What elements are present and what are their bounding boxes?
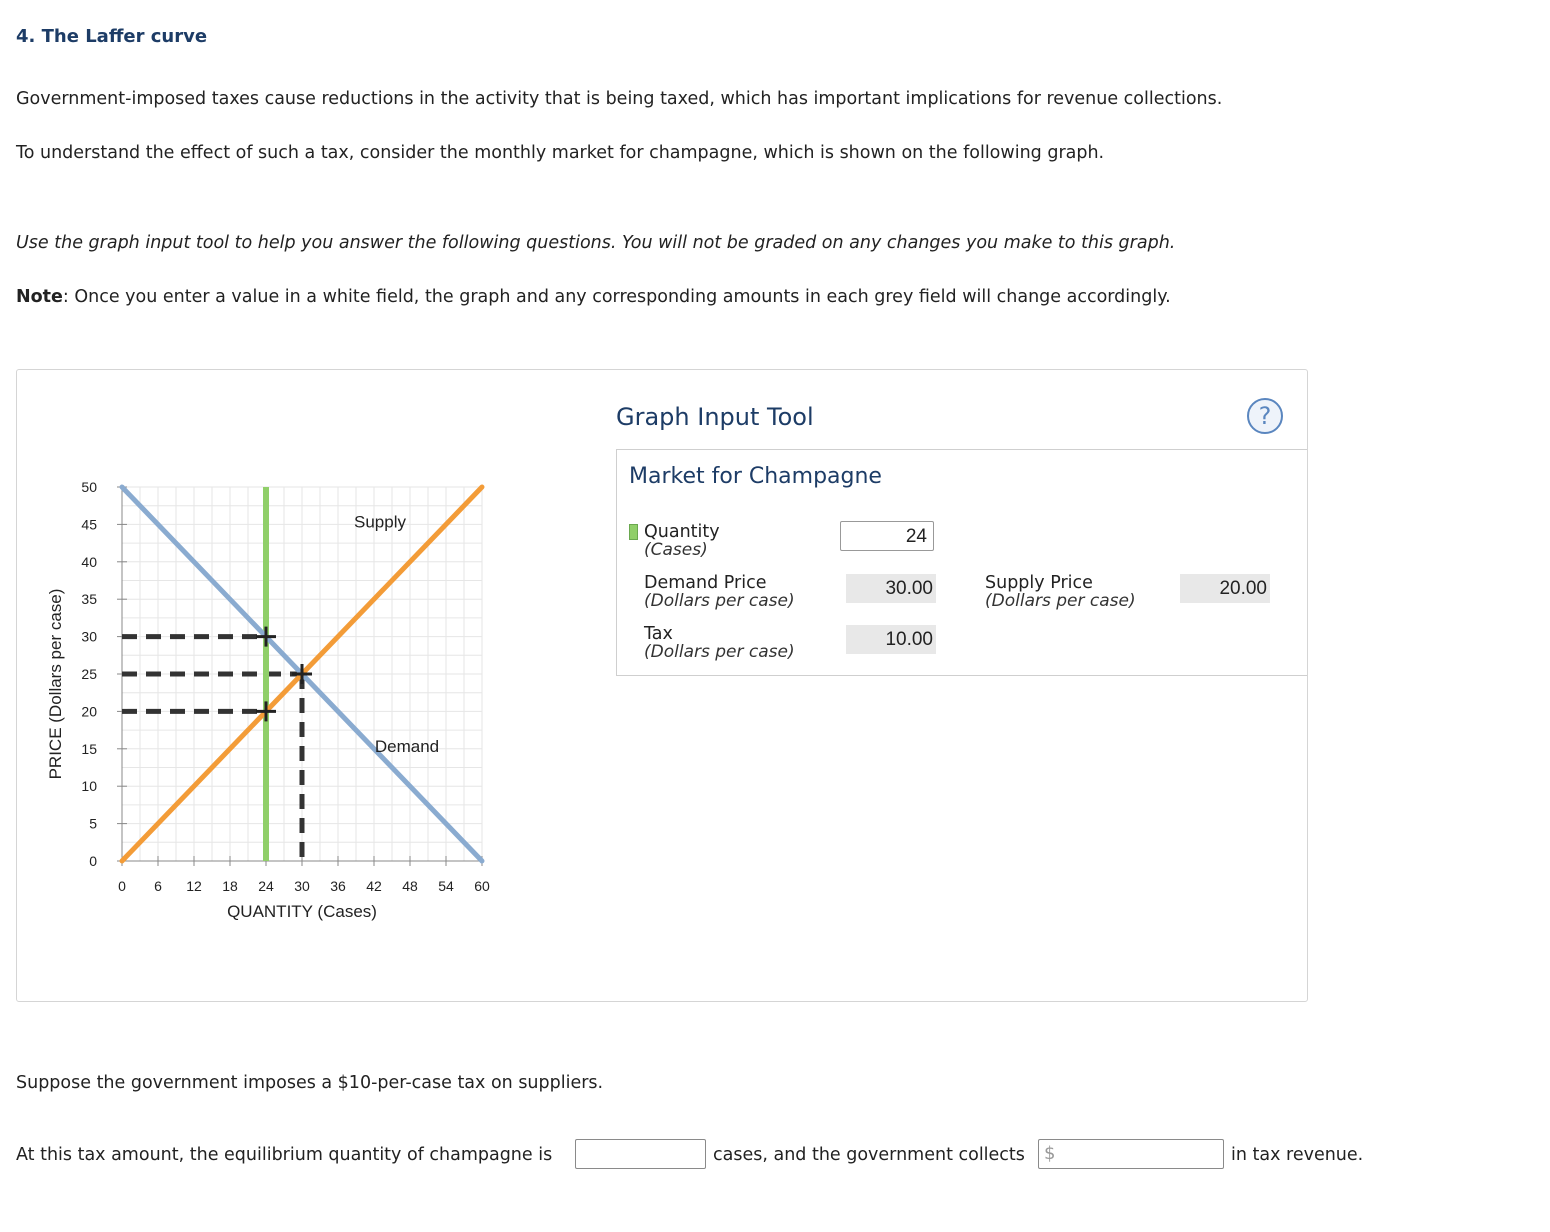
tax-unit: (Dollars per case) <box>644 642 795 662</box>
answer-sentence-part2: cases, and the government collects <box>713 1145 1025 1165</box>
x-tick-label: 30 <box>294 878 310 894</box>
y-tick-label: 25 <box>81 666 97 682</box>
x-tick-label: 60 <box>474 878 490 894</box>
x-tick-label: 48 <box>402 878 418 894</box>
y-tick-label: 45 <box>81 516 97 533</box>
supply-price-label: Supply Price <box>985 573 1093 593</box>
market-chart[interactable] <box>36 470 516 940</box>
supply-label: Supply <box>354 512 406 532</box>
demand-price-value: 30.00 <box>846 574 936 603</box>
equilibrium-quantity-input[interactable] <box>575 1139 706 1169</box>
y-tick-label: 35 <box>81 591 97 608</box>
y-tick-label: 20 <box>81 703 97 720</box>
y-tick-label: 15 <box>81 740 97 757</box>
x-tick-label: 54 <box>438 878 454 894</box>
market-title: Market for Champagne <box>629 464 882 489</box>
note-text: : Once you enter a value in a white field, the graph and any corresponding amounts in each grey field will change accordingly. <box>62 287 1171 307</box>
scenario-text: Suppose the government imposes a $10-per-case tax on suppliers. <box>16 1073 604 1093</box>
graph-input-tool-title: Graph Input Tool <box>616 403 814 431</box>
answer-sentence-part1: At this tax amount, the equilibrium quantity of champagne is <box>16 1145 553 1165</box>
x-tick-label: 42 <box>366 878 382 894</box>
answer-sentence-part3: in tax revenue. <box>1231 1145 1364 1165</box>
y-tick-label: 40 <box>81 553 97 570</box>
x-axis-label: QUANTITY (Cases) <box>227 902 377 921</box>
note-label: Note <box>16 287 63 307</box>
x-tick-label: 12 <box>186 878 202 894</box>
supply-price-value: 20.00 <box>1180 574 1270 603</box>
y-tick-label: 5 <box>89 815 97 832</box>
x-tick-label: 24 <box>258 878 274 894</box>
demand-price-unit: (Dollars per case) <box>644 591 795 611</box>
question-title: 4. The Laffer curve <box>16 26 208 47</box>
tax-value: 10.00 <box>846 625 936 654</box>
dollar-sign: $ <box>1044 1143 1056 1164</box>
quantity-input[interactable]: 24 <box>840 521 934 551</box>
demand-label: Demand <box>374 736 440 756</box>
y-tick-label: 0 <box>89 853 97 869</box>
quantity-color-swatch <box>629 524 638 540</box>
x-tick-label: 36 <box>330 878 346 894</box>
intro-paragraph-2: To understand the effect of such a tax, consider the monthly market for champagne, which is shown on the following graph. <box>16 143 1105 163</box>
x-tick-label: 6 <box>154 878 162 894</box>
tax-label: Tax <box>644 624 673 644</box>
tax-revenue-input[interactable] <box>1038 1139 1224 1169</box>
x-tick-label: 18 <box>222 878 238 894</box>
y-tick-label: 30 <box>81 628 97 645</box>
y-axis-label: PRICE (Dollars per case) <box>46 588 65 780</box>
intro-paragraph-1: Government-imposed taxes cause reductions in the activity that is being taxed, which has important implications for revenue collections. <box>16 89 1223 109</box>
y-tick-label: 50 <box>81 479 97 495</box>
note-paragraph <box>16 287 1171 307</box>
instruction-text: Use the graph input tool to help you answer the following questions. You will not be graded on any changes you make to this graph. <box>16 233 1176 253</box>
supply-price-unit: (Dollars per case) <box>985 591 1136 611</box>
quantity-label: Quantity <box>644 522 720 542</box>
help-question-icon[interactable]: ? <box>1247 398 1283 434</box>
y-tick-label: 10 <box>81 778 97 795</box>
demand-price-label: Demand Price <box>644 573 767 593</box>
x-tick-label: 0 <box>118 878 126 894</box>
quantity-unit: (Cases) <box>644 540 708 560</box>
